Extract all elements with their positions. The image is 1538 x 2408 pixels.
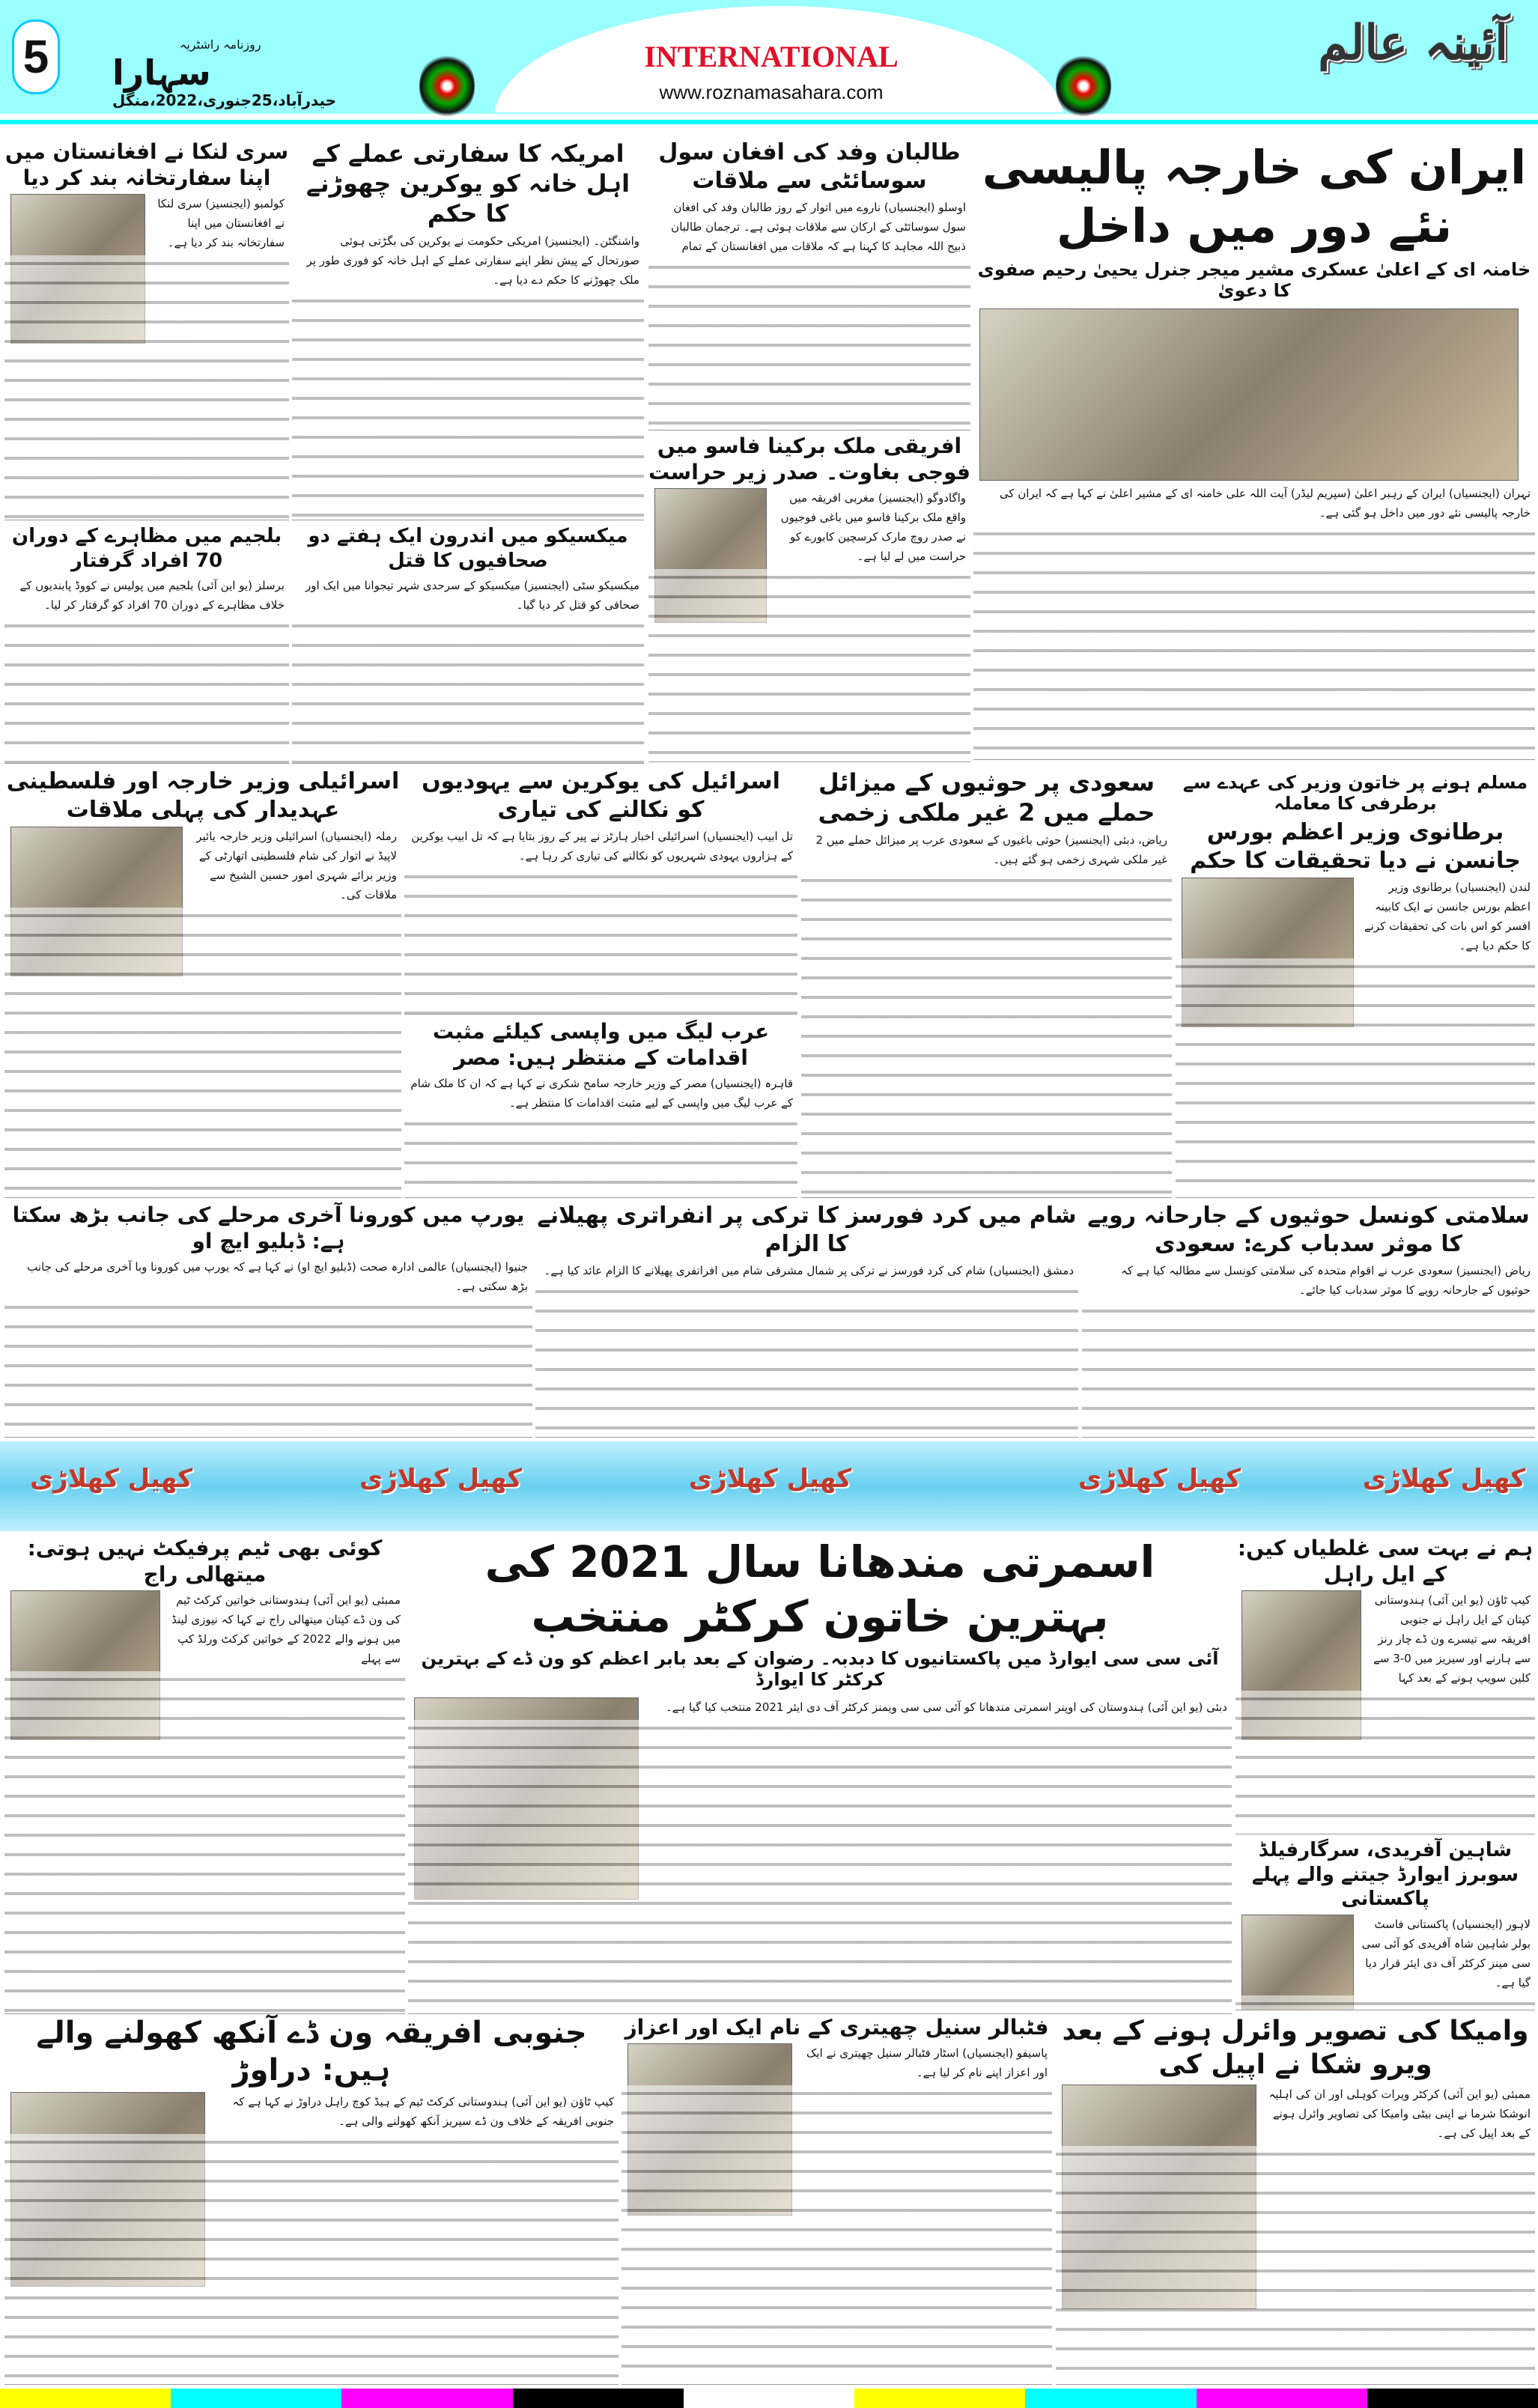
article-body-text: [1235, 1691, 1535, 1834]
paper-tag: روزنامہ راشٹریہ: [180, 37, 261, 52]
article-taliban: [648, 139, 970, 431]
article-arab-league: [404, 1018, 797, 1198]
article-lead: قاہرہ (ایجنسیاں) مصر کے وزیر خارجہ سامح شکری نے کہا ہے کہ ان کا ملک شام کے عرب لیگ میں واپسی کے لیے مثبت اقدامات کا منتظر ہے۔: [410, 1077, 793, 1110]
article-body-text: [4, 618, 289, 764]
article-mexico: [292, 524, 644, 764]
article-wamika: [1056, 2014, 1535, 2385]
article-lead: دبئی (یو این آئی) ہندوستان کی اوپنر اسمرتی مندھانا کو آئی سی سی ویمنز کرکٹر آف دی ایئر 2021 منتخب کیا گیا ہے۔: [665, 1700, 1227, 1714]
article-body-text: [621, 2085, 1052, 2385]
sports-band: [0, 1441, 1538, 1531]
emblem-icon: [1056, 52, 1111, 120]
article-body-text: [648, 259, 970, 431]
article-subheadline: خامنہ ای کے اعلیٰ عسکری مشیر میجر جنرل یحییٰ رحیم صفوی کا دعویٰ: [977, 259, 1531, 301]
article-headline[interactable]: یورپ میں کورونا آخری مرحلے کی جانب بڑھ سکتا ہے: ڈبلیو ایچ او: [12, 1203, 525, 1253]
article-headline[interactable]: اسرائیل کی یوکرین سے یہودیوں کو نکالنے کی تیاری: [422, 768, 780, 823]
article-body-text: [404, 869, 797, 1015]
article-us-ukraine: [292, 139, 644, 520]
article-body-text: [404, 1116, 797, 1198]
article-headline[interactable]: وامیکا کی تصویر وائرل ہونے کے بعد ویرو شکا نے اپیل کی: [1062, 2016, 1529, 2080]
article-lead: ممبئی (یو این آئی) کرکٹر ویرات کوہلی اور ان کی اہلیہ انوشکا شرما نے اپنی بیٹی وامیکا کی تصاویر وائرل ہونے کے بعد اپیل کی ہے۔: [1268, 2088, 1531, 2140]
article-body-text: [1235, 1995, 1535, 2011]
article-headline[interactable]: امریکہ کا سفارتی عملے کے اہل خانہ کو یوکرین چھوڑنے کا حکم: [306, 139, 630, 228]
article-lead: تہران (ایجنسیاں) ایران کے رہبر اعلیٰ (سپریم لیڈر) آیت اللہ علی خامنہ ای کے مشیر اعلیٰ نے کہا ہے کہ ایران کی خارجہ پالیسی نئے دور میں داخل ہو گئی ہے۔: [999, 487, 1531, 520]
article-subheadline: آئی سی سی ایوارڈ میں پاکستانیوں کا دبدبہ۔ رضوان کے بعد بابر اعظم کو ون ڈے کے بہترین کرکٹر کا ایوارڈ: [421, 1648, 1219, 1690]
article-lead: ریاض (ایجنسیز) سعودی عرب نے اقوام متحدہ کی سلامتی کونسل سے مطالبہ کیا ہے کہ حوثیوں کے جارحانہ رویے کا موثر سدباب کیا جائے۔: [1121, 1264, 1531, 1297]
article-lead: دمشق (ایجنسیاں) شام کی کرد فورسز نے ترکی پر شمال مشرقی شام میں افراتفری پھیلانے کا الزام عائد کیا ہے۔: [544, 1264, 1074, 1277]
section-title: INTERNATIONAL: [644, 40, 899, 73]
article-lead: تل ابیب (ایجنسیاں) اسرائیلی اخبار ہارٹز نے پیر کے روز بتایا ہے کہ تل ابیب یوکرین کے ہزاروں یہودی شہریوں کو نکالنے کی تیاری کر رہا ہے۔: [411, 830, 793, 863]
article-lead: ممبئی (یو این آئی) ہندوستانی خواتین کرکٹ ٹیم کی ون ڈے کپتان میتھالی راج نے کہا کہ نیوزی لینڈ میں ہونے والے 2022 کے خواتین کرکٹ ورلڈ کپ سے پہلے: [171, 1593, 401, 1665]
article-headline[interactable]: سعودی پر حوثیوں کے میزائل حملے میں 2 غیر ملکی زخمی: [818, 768, 1155, 827]
article-body-text: [4, 907, 401, 1198]
article-body-text: [1056, 2146, 1535, 2385]
article-boris: [1176, 767, 1535, 1198]
article-lead: واگادوگو (ایجنسیز) مغربی افریقہ میں واقع ملک برکینا فاسو میں باغی فوجیوں نے صدر روچ مارک کرسچین کابورے کو حراست میں لے لیا ہے۔: [780, 491, 966, 563]
masthead: [0, 0, 1538, 114]
article-israel-jews: [404, 767, 797, 1015]
article-headline[interactable]: فٹبالر سنیل چھیتری کے نام ایک اور اعزاز: [624, 2015, 1049, 2040]
article-headline[interactable]: ایران کی خارجہ پالیسی نئے دور میں داخل: [982, 140, 1527, 253]
article-body-text: [1176, 958, 1535, 1198]
article-headline[interactable]: شام میں کرد فورسز کا ترکی پر انفراتری پھیلانے کا الزام: [537, 1203, 1077, 1257]
article-saudi: [801, 767, 1172, 1198]
page-number: 5: [12, 19, 60, 94]
article-headline[interactable]: اسمرتی مندھانا سال 2021 کی بہترین خاتون کرکٹر منتخب: [484, 1536, 1155, 1642]
article-headline[interactable]: برطانوی وزیر اعظم بورس جانسن نے دیا تحقیقات کا حکم: [1190, 819, 1521, 874]
article-headline[interactable]: میکسیکو میں اندرون ایک ہفتے دو صحافیوں کا قتل: [308, 525, 628, 572]
sports-logo: کھیل کھلاڑی: [689, 1464, 852, 1494]
page-brand: آئینہ عالم: [1318, 15, 1508, 71]
article-body-text: [4, 255, 289, 520]
article-kicker: مسلم ہونے پر خاتون وزیر کی عہدے سے برطرفی کا معاملہ: [1182, 772, 1528, 814]
article-lead: واشنگٹن۔ (ایجنسیز) امریکی حکومت نے یوکرین کی بگڑتی ہوئی صورتحال کے پیش نظر اپنے سفارتی عملے کے اہل خانہ کو فوری طور پر ملک چھوڑنے کا حکم دے دیا ہے۔: [306, 234, 639, 287]
article-srilanka: [4, 139, 289, 520]
sports-logo: کھیل کھلاڑی: [1363, 1464, 1526, 1494]
article-iran: [973, 139, 1535, 760]
article-body-text: [292, 293, 644, 520]
article-lead: میکسیکو سٹی (ایجنسیز) میکسیکو کے سرحدی شہر تیجوانا میں ایک اور صحافی کو قتل کر دیا گیا۔: [305, 579, 639, 612]
article-lead: اوسلو (ایجنسیاں) ناروے میں اتوار کے روز طالبان وفد کی افغان سول سوسائٹی کے ارکان سے ملاقات ہوئی ہے۔ ترجمان طالبان ذبیح اللہ مجاہد کا کہنا ہے کہ ملاقات میں افغانستان کے تمام: [671, 201, 966, 253]
article-headline[interactable]: طالبان وفد کی افغان سول سوسائٹی سے ملاقات: [658, 139, 961, 194]
article-body-text: [801, 872, 1172, 1198]
article-headline[interactable]: کوئی بھی ٹیم پرفیکٹ نہیں ہوتی: میتھالی راج: [27, 1536, 383, 1587]
article-body-text: [4, 1671, 405, 2014]
article-lead: جنیوا (ایجنسیاں) عالمی ادارہ صحت (ڈبلیو ایچ او) نے کہا ہے کہ یورپ میں کورونا وبا آخری مرحلے کی جانب بڑھ سکتی ہے۔: [27, 1260, 528, 1293]
article-lead: رملہ (ایجنسیاں) اسرائیلی وزیر خارجہ یائیر لاپیڈ نے اتوار کی شام فلسطینی اتھارٹی کے وزیر برائے شہری امور حسین الشیخ سے ملاقات کی۔: [196, 830, 397, 902]
article-headline[interactable]: ہم نے بہت سی غلطیاں کیں: کے ایل راہل: [1237, 1536, 1534, 1587]
article-dravid: [4, 2014, 618, 2385]
article-unsc: [1082, 1202, 1535, 1438]
article-belgium: [4, 524, 289, 764]
article-body-text: [535, 1283, 1078, 1438]
article-headline[interactable]: سری لنکا نے افغانستان میں اپنا سفارتخانہ بند کر دیا: [4, 139, 289, 190]
article-body-text: [648, 569, 970, 762]
article-mithali: [4, 1535, 405, 2014]
website-link[interactable]: www.roznamasahara.com: [659, 81, 884, 103]
article-lead: کولمبو (ایجنسیز) سری لنکا نے افغانستان میں اپنا سفارتخانہ بند کر دیا ہے۔: [157, 197, 285, 249]
article-headline[interactable]: بلجیم میں مظاہرے کے دوران 70 افراد گرفتار: [11, 525, 282, 572]
article-chhetri: [621, 2014, 1052, 2385]
article-headline[interactable]: عرب لیگ میں واپسی کیلئے مثبت اقدامات کے منتظر ہیں: مصر: [432, 1019, 770, 1070]
masthead-rule: [0, 120, 1538, 124]
article-lead: پاسیفو (ایجنسیاں) اسٹار فٹبالر سنیل چھیتری نے ایک اور اعزاز اپنے نام کر لیا ہے۔: [806, 2046, 1048, 2079]
article-photo: [979, 308, 1519, 481]
article-lead: کیپ ٹاؤن (یو این آئی) ہندوستانی کرکٹ ٹیم کے ہیڈ کوچ راہل دراوڑ نے کہا ہے کہ جنوبی افریقہ کے خلاف ون ڈے سیریز آنکھ کھولنے والی ہے۔: [232, 2095, 614, 2128]
article-burkina: [648, 433, 970, 762]
sports-logo: کھیل کھلاڑی: [1078, 1464, 1241, 1494]
article-headline[interactable]: سلامتی کونسل حوثیوں کے جارحانہ رویے کا موثر سدباب کرے: سعودی: [1087, 1203, 1530, 1257]
article-israel-pal: [4, 767, 401, 1198]
article-lead: کیپ ٹاؤن (یو این آئی) ہندوستانی کپتان کے ایل راہل نے جنوبی افریقہ سے تیسرے ون ڈے چار رنز سے ہارنے اور سیریز میں 0-3 سے کلین سویپ ہونے کے بعد کہا: [1373, 1593, 1531, 1685]
article-headline[interactable]: اسرائیلی وزیر خارجہ اور فلسطینی عہدیدار کی پہلی ملاقات: [6, 768, 400, 823]
color-registration-strip: [0, 2389, 1538, 2408]
article-headline[interactable]: افریقی ملک برکینا فاسو میں فوجی بغاوت۔ صدر زیر حراست: [648, 434, 970, 484]
dateline: حیدرآباد،25جنوری،2022،منگل: [112, 91, 337, 109]
article-europe-covid: [4, 1202, 532, 1438]
article-shaheen: [1235, 1838, 1535, 2010]
article-rahul: [1235, 1535, 1535, 1834]
article-body-text: [1082, 1303, 1535, 1438]
article-body-text: [292, 618, 644, 764]
article-lead: لندن (ایجنسیاں) برطانوی وزیر اعظم بورس جانسن نے ایک کابینہ افسر کو اس بات کی تحقیقات کرنے کا حکم دیا ہے۔: [1364, 881, 1531, 952]
sports-logo: کھیل کھلاڑی: [30, 1464, 193, 1494]
article-headline[interactable]: شاہین آفریدی، سرگارفیلڈ سوبرز ایوارڈ جیتنے والے پہلے پاکستانی: [1251, 1839, 1519, 1910]
article-body-text: [4, 1299, 532, 1438]
article-headline[interactable]: جنوبی افریقہ ون ڈے آنکھ کھولنے والے ہیں: دراوڑ: [36, 2016, 587, 2088]
article-smriti: [408, 1535, 1232, 2014]
article-lead: ریاض، دبئی (ایجنسیز) حوثی باغیوں کے سعودی عرب پر میزائل حملے میں 2 غیر ملکی شہری زخمی ہو گئے ہیں۔: [815, 833, 1167, 866]
article-lead: لاہور (ایجنسیاں) پاکستانی فاسٹ بولر شاہین شاہ آفریدی کو آئی سی سی مینز کرکٹر آف دی ایئر قرار دیا گیا ہے۔: [1361, 1917, 1531, 1989]
article-lead: برسلز (یو این آئی) بلجیم میں پولیس نے کووڈ پابندیوں کے خلاف مظاہرے کے دوران 70 افراد کو گرفتار کر لیا۔: [19, 579, 285, 612]
article-body-text: [973, 526, 1535, 760]
emblem-icon: [419, 52, 475, 120]
article-syria: [535, 1202, 1078, 1438]
sports-logo: کھیل کھلاڑی: [359, 1464, 523, 1494]
article-body-text: [4, 2134, 618, 2385]
paper-logo: سہارا: [112, 52, 211, 93]
article-body-text: [408, 1720, 1232, 2014]
